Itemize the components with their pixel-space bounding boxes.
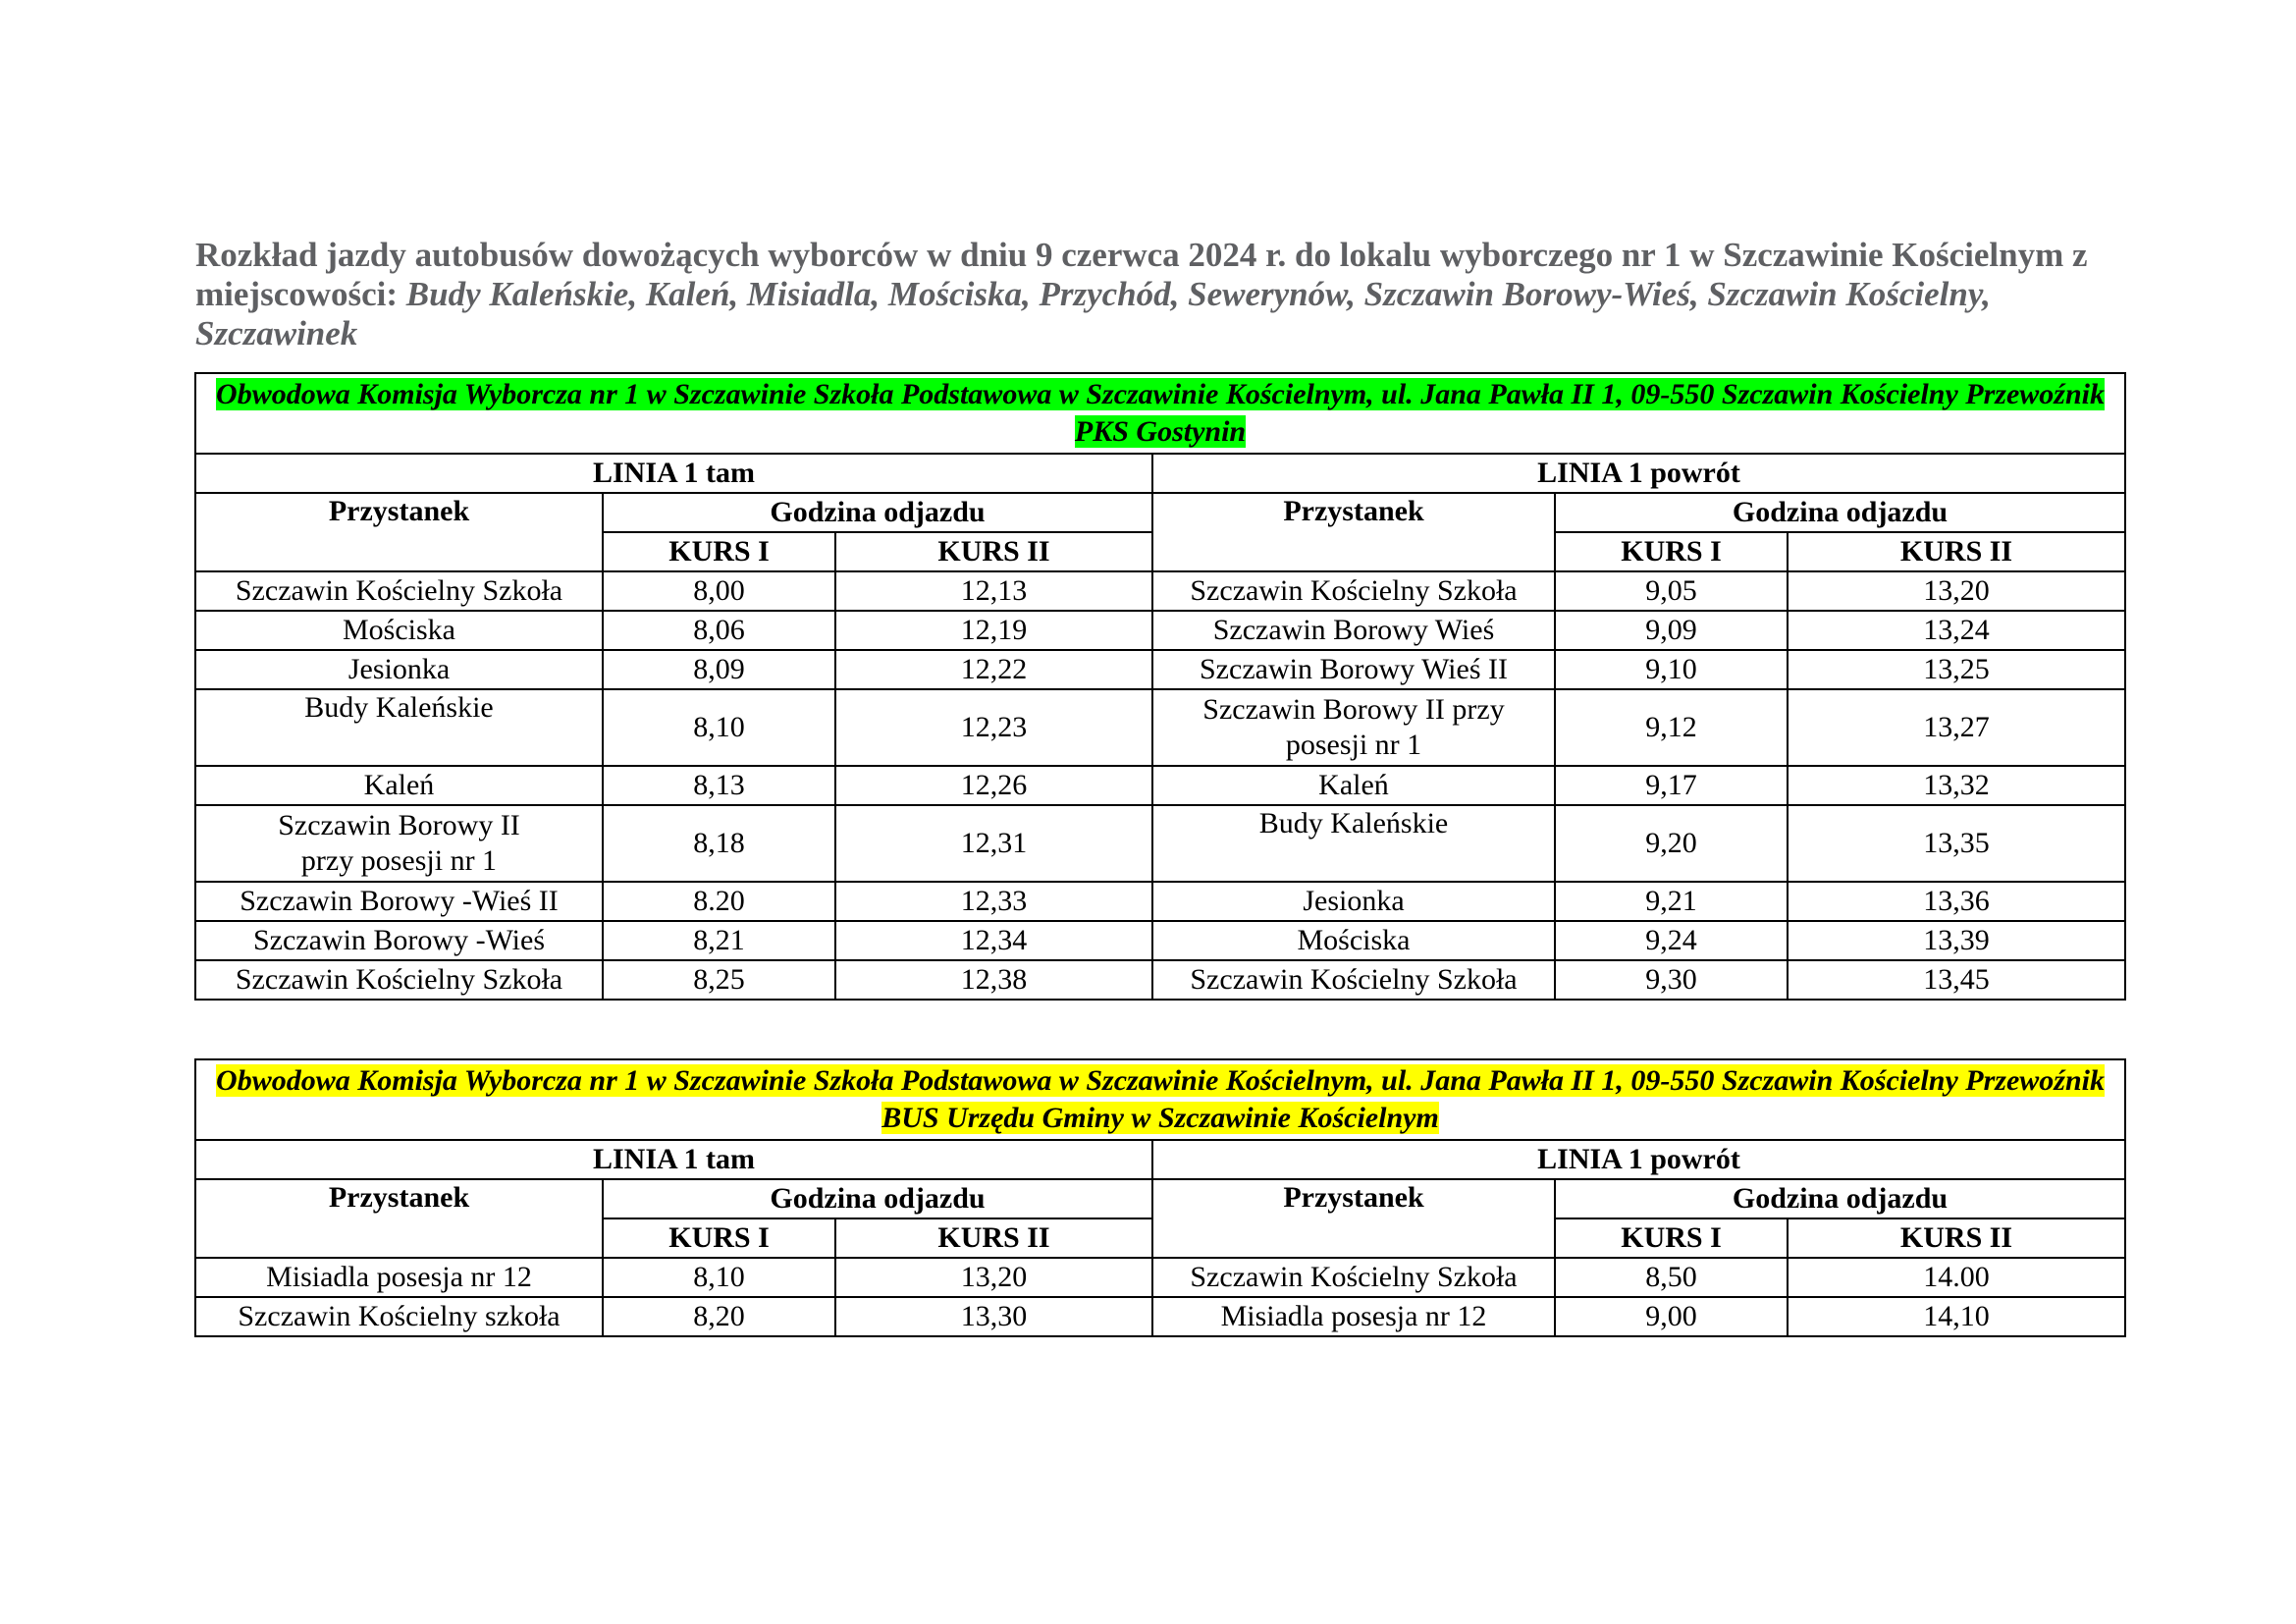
time-out-kurs1: 8,00 [603, 571, 835, 611]
time-out-kurs2: 12,31 [835, 805, 1152, 882]
timetable-bus-gmina [194, 1058, 2126, 1337]
table-row [195, 805, 2125, 882]
stop-back: Budy Kaleńskie [1152, 805, 1555, 882]
committee-header [195, 1059, 2125, 1140]
time-out-kurs2: 13,30 [835, 1297, 1152, 1336]
time-out-kurs1: 8,21 [603, 921, 835, 960]
stop-back: Szczawin Borowy II przy posesji nr 1 [1152, 689, 1555, 766]
time-back-kurs1: 9,20 [1555, 805, 1788, 882]
stop-out: Szczawin Borowy -Wieś II [195, 882, 603, 921]
time-out-kurs1: 8,10 [603, 1258, 835, 1297]
time-out-kurs1: 8,18 [603, 805, 835, 882]
stop-back: Szczawin Borowy Wieś [1152, 611, 1555, 650]
kurs1-heading: KURS I [603, 1218, 835, 1258]
table-row [195, 650, 2125, 689]
table-row [195, 611, 2125, 650]
stop-column-heading: Przystanek [195, 493, 603, 571]
time-out-kurs1: 8,06 [603, 611, 835, 650]
time-back-kurs2: 13,25 [1788, 650, 2125, 689]
time-back-kurs2: 13,20 [1788, 571, 2125, 611]
time-back-kurs1: 9,10 [1555, 650, 1788, 689]
time-back-kurs2: 14,10 [1788, 1297, 2125, 1336]
stop-out: Mościska [195, 611, 603, 650]
line-back-heading: LINIA 1 powrót [1152, 454, 2125, 493]
time-out-kurs2: 13,20 [835, 1258, 1152, 1297]
table-row [195, 882, 2125, 921]
stop-back: Kaleń [1152, 766, 1555, 805]
table-row [195, 921, 2125, 960]
stop-back: Misiadla posesja nr 12 [1152, 1297, 1555, 1336]
table-row [195, 689, 2125, 766]
stop-back: Szczawin Kościelny Szkoła [1152, 1258, 1555, 1297]
time-back-kurs1: 9,00 [1555, 1297, 1788, 1336]
stop-out: Misiadla posesja nr 12 [195, 1258, 603, 1297]
kurs1-heading: KURS I [1555, 532, 1788, 571]
time-back-kurs1: 9,05 [1555, 571, 1788, 611]
table-row [195, 960, 2125, 1000]
table-row [195, 1297, 2125, 1336]
time-out-kurs2: 12,33 [835, 882, 1152, 921]
stop-back: Szczawin Kościelny Szkoła [1152, 571, 1555, 611]
time-out-kurs1: 8.20 [603, 882, 835, 921]
header-text: Obwodowa Komisja Wyborcza nr 1 w Szczawinie Szkoła Podstawowa w Szczawinie Kościelnym, ul. Jana Pawła II 1, 09-550 Szczawin Kościelny Przewoźnik BUS Urzędu Gminy w Szczawinie Kościelnym [216, 1064, 2105, 1134]
stop-column-heading: Przystanek [1152, 1179, 1555, 1258]
time-back-kurs1: 9,21 [1555, 882, 1788, 921]
time-back-kurs2: 14.00 [1788, 1258, 2125, 1297]
kurs2-heading: KURS II [1788, 1218, 2125, 1258]
table-row [195, 571, 2125, 611]
time-back-kurs2: 13,45 [1788, 960, 2125, 1000]
stop-out: Szczawin Kościelny szkoła [195, 1297, 603, 1336]
departure-time-heading: Godzina odjazdu [603, 493, 1152, 532]
stop-out: Jesionka [195, 650, 603, 689]
time-out-kurs1: 8,25 [603, 960, 835, 1000]
stop-out: Budy Kaleńskie [195, 689, 603, 766]
committee-header [195, 373, 2125, 454]
time-back-kurs2: 13,32 [1788, 766, 2125, 805]
kurs2-heading: KURS II [835, 532, 1152, 571]
kurs2-heading: KURS II [835, 1218, 1152, 1258]
time-back-kurs1: 9,17 [1555, 766, 1788, 805]
time-out-kurs2: 12,19 [835, 611, 1152, 650]
time-out-kurs1: 8,09 [603, 650, 835, 689]
line-back-heading: LINIA 1 powrót [1152, 1140, 2125, 1179]
stop-out: Szczawin Borowy -Wieś [195, 921, 603, 960]
time-back-kurs1: 9,09 [1555, 611, 1788, 650]
stop-back: Szczawin Borowy Wieś II [1152, 650, 1555, 689]
table-row [195, 766, 2125, 805]
line-out-heading: LINIA 1 tam [195, 454, 1152, 493]
stop-back: Jesionka [1152, 882, 1555, 921]
line-out-heading: LINIA 1 tam [195, 1140, 1152, 1179]
time-back-kurs1: 8,50 [1555, 1258, 1788, 1297]
time-back-kurs2: 13,36 [1788, 882, 2125, 921]
title-places: Budy Kaleńskie, Kaleń, Misiadla, Mościska, Przychód, Sewerynów, Szczawin Borowy-Wieś, Szczawin Kościelny, Szczawinek [195, 275, 1991, 352]
header-text: Obwodowa Komisja Wyborcza nr 1 w Szczawinie Szkoła Podstawowa w Szczawinie Kościelnym, ul. Jana Pawła II 1, 09-550 Szczawin Kościelny Przewoźnik PKS Gostynin [216, 378, 2105, 448]
kurs1-heading: KURS I [1555, 1218, 1788, 1258]
stop-back: Szczawin Kościelny Szkoła [1152, 960, 1555, 1000]
time-back-kurs2: 13,35 [1788, 805, 2125, 882]
stop-column-heading: Przystanek [195, 1179, 603, 1258]
stop-out: Szczawin Borowy II przy posesji nr 1 [195, 805, 603, 882]
time-out-kurs2: 12,38 [835, 960, 1152, 1000]
stop-back: Mościska [1152, 921, 1555, 960]
document-title [195, 236, 2149, 353]
stop-out: Szczawin Kościelny Szkoła [195, 571, 603, 611]
title-lead: Rozkład jazdy autobusów dowożących wyborców w dniu 9 czerwca 2024 r. do lokalu wyborczego nr 1 w Szczawinie Kościelnym z miejscowości: [195, 236, 2088, 313]
time-out-kurs1: 8,13 [603, 766, 835, 805]
departure-time-heading: Godzina odjazdu [1555, 493, 2125, 532]
time-out-kurs2: 12,34 [835, 921, 1152, 960]
departure-time-heading: Godzina odjazdu [1555, 1179, 2125, 1218]
timetable-pks [194, 372, 2126, 1001]
time-out-kurs1: 8,20 [603, 1297, 835, 1336]
stop-out: Kaleń [195, 766, 603, 805]
time-out-kurs2: 12,22 [835, 650, 1152, 689]
time-back-kurs1: 9,12 [1555, 689, 1788, 766]
table-row [195, 1258, 2125, 1297]
time-out-kurs2: 12,23 [835, 689, 1152, 766]
stop-column-heading: Przystanek [1152, 493, 1555, 571]
time-out-kurs2: 12,26 [835, 766, 1152, 805]
time-back-kurs2: 13,27 [1788, 689, 2125, 766]
time-out-kurs2: 12,13 [835, 571, 1152, 611]
departure-time-heading: Godzina odjazdu [603, 1179, 1152, 1218]
stop-out: Szczawin Kościelny Szkoła [195, 960, 603, 1000]
time-back-kurs2: 13,39 [1788, 921, 2125, 960]
kurs1-heading: KURS I [603, 532, 835, 571]
time-back-kurs1: 9,30 [1555, 960, 1788, 1000]
time-back-kurs2: 13,24 [1788, 611, 2125, 650]
kurs2-heading: KURS II [1788, 532, 2125, 571]
time-out-kurs1: 8,10 [603, 689, 835, 766]
time-back-kurs1: 9,24 [1555, 921, 1788, 960]
